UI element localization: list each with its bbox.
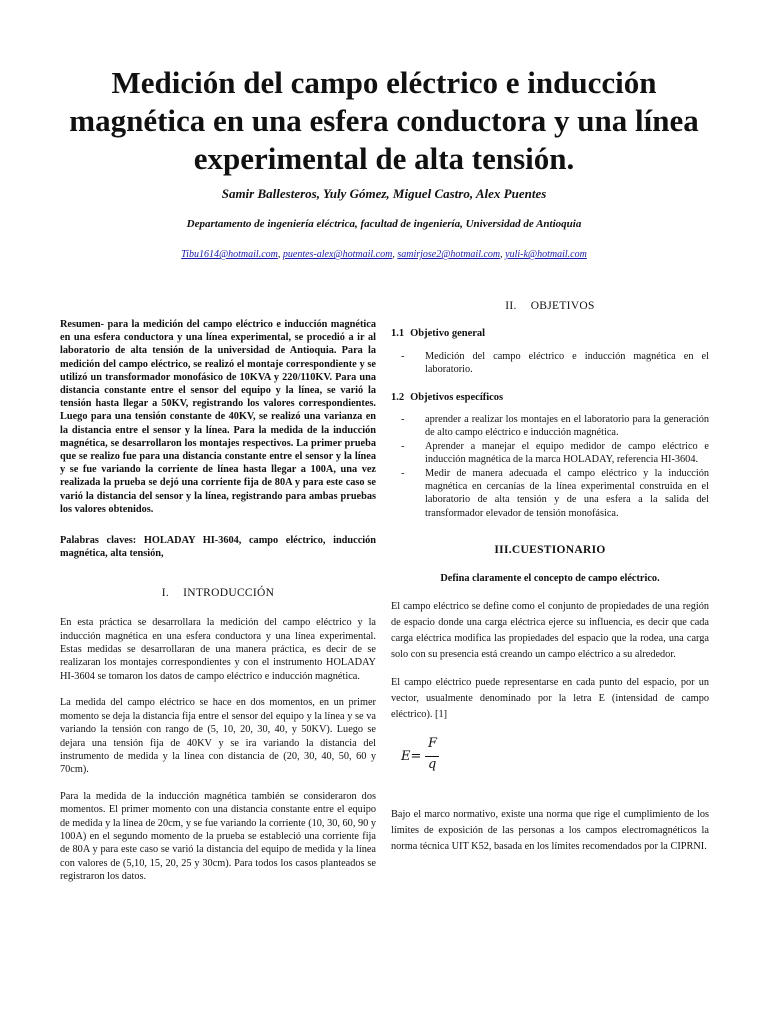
- electric-field-formula: [401, 737, 709, 781]
- email-link-3[interactable]: samirjose2@hotmail.com: [397, 249, 501, 260]
- abstract: Resumen- para la medición del campo eléctrico e inducción magnética en una esfera conductora y una línea experimental, se procedió a ir al laboratorio de alta tensión de la universidad de Antioquia. Para la medición del campo eléctrico, se realizó el montaje correspondiente y se utilizó un transformador monofásico de 10KVA y 220/110KV. Para una distancia constante entre el sensor del equipo y la línea, se varió la tensión hasta llegar a 50KV, registrando los valores correspondientes. Luego para una tensión constante de 40KV, se realizó una varianza en la distancia entre el sensor y la línea. Para la medida de la inducción magnética, se desarrollaron los montajes respectivos. La primer prueba que se realizo fue para una distancia constante entre el sensor y la línea y se fue variando la corriente de línea hasta llegar a 100A, una vez realizada la prueba se dejó una corriente fija de 80A y para este caso se varió la distancia del sensor y la línea, registrando para ambas pruebas los valores obtenidos.: [60, 319, 376, 515]
- email-separator: ,: [500, 249, 506, 260]
- intro-paragraph-3: Para la medida de la inducción magnética también se consideraron dos momentos. El primer momento con una distancia constante entre el equipo de medida y la línea de 20cm, y se fue variando la corriente (10, 30, 60, 90 y 100A) en el segundo momento de la prueba se estableció una corriente fija de 80A y para este caso se varió la distancia del equipo de medida y la línea con valores de (5,10, 15, 20, 25 y 30cm). Para todos los casos planteados se registraron los datos.: [60, 790, 376, 883]
- subsection-title: Objetivo general: [410, 328, 486, 340]
- question-text: Defina claramente el concepto de campo eléctrico.: [440, 572, 660, 584]
- section-title: OBJETIVOS: [530, 300, 595, 312]
- section-heading-introduccion: [60, 587, 376, 600]
- intro-paragraph-2: La medida del campo eléctrico se hace en dos momentos, en un primer momento se deja la distancia fija entre el sensor del equipo y la línea y se va variando la tensión con rango de (5, 10, 20, 30, 40, y 50KV). Luego se dejara una tensión fija de 40KV y se ira variando la distancia del instrumento de medida y la línea con distancia de (20, 30, 40, 50, 60 y 70cm).: [60, 697, 376, 776]
- email-link-4[interactable]: yuli-k@hotmail.com: [505, 249, 587, 260]
- cuestionario-paragraph-2: El campo eléctrico puede representarse en cada punto del espacio, por un vector, usualmente denominado por la letra E (intensidad de campo eléctrico). [1]: [391, 677, 709, 721]
- cuestionario-paragraph-1: El campo eléctrico se define como el conjunto de propiedades de una región de espacio donde una carga eléctrica ejerce su influencia, es decir que cada carga eléctrica modifica las propiedades del espacio que la rodea, una carga solo con su presencia está creando un campo eléctrico a su alrededor.: [391, 601, 709, 661]
- general-objectives-list: [391, 350, 709, 377]
- formula-lhs: E=: [401, 749, 422, 765]
- right-column: [391, 300, 709, 855]
- section-heading-objetivos: [391, 300, 709, 313]
- subsection-heading-especificos: [391, 391, 709, 404]
- intro-paragraph-1: En esta práctica se desarrollara la medición del campo eléctrico y la inducción magnética en una esfera conductora y una línea experimental. Estas medidas se desarrollaran de una manera práctica, es decir de se realizaran los montajes correspondientes y con el instrumento HOLADAY HI-3604 se tomaron los datos de campo eléctrico e inducción magnética.: [60, 617, 376, 682]
- specific-objectives-list: [391, 413, 709, 520]
- keywords: Palabras claves: HOLADAY HI-3604, campo eléctrico, inducción magnética, alta tensión,: [60, 535, 376, 560]
- list-item: - Medir de manera adecuada el campo eléctrico y la inducción magnética en cercanías de la línea experimental construida en el laboratorio de alta tensión y de una esfera a la salida del transformador elevador de tensión monofásica.: [391, 467, 709, 521]
- subsection-title: Objetivos específicos: [410, 391, 504, 403]
- email-list: [0, 249, 768, 260]
- formula-numerator: F: [428, 736, 438, 752]
- email-separator: ,: [392, 249, 398, 260]
- author-list: Samir Ballesteros, Yuly Gómez, Miguel Castro, Alex Puentes: [221, 186, 547, 201]
- list-item: - Medición del campo eléctrico e inducción magnética en el laboratorio.: [391, 350, 709, 377]
- formula-denominator: q: [428, 757, 437, 773]
- section-title: INTRODUCCIÓN: [183, 586, 275, 599]
- list-item: - aprender a realizar los montajes en el laboratorio para la generación de alto campo eléctrico e inducción magnética.: [391, 413, 709, 440]
- affiliation: Departamento de ingeniería eléctrica, facultad de ingeniería, Universidad de Antioquia: [186, 218, 582, 230]
- list-item: - Aprender a manejar el equipo medidor de campo eléctrico e inducción magnética de la marca HOLADAY, referencia HI-3604.: [391, 440, 709, 467]
- subsection-number: 1.1: [391, 328, 405, 340]
- section-number: I.: [161, 586, 170, 599]
- email-link-2[interactable]: puentes-alex@hotmail.com: [282, 249, 393, 260]
- section-number: II.: [505, 300, 517, 312]
- paper-title: Medición del campo eléctrico e inducción magnética en una esfera conductora y una línea experimental de alta tensión.: [69, 65, 699, 176]
- subsection-heading-general: [391, 327, 709, 340]
- email-separator: ,: [277, 249, 283, 260]
- left-column: [60, 318, 376, 884]
- section-heading-cuestionario: III.CUESTIONARIO: [494, 544, 606, 557]
- email-link-1[interactable]: Tibu1614@hotmail.com: [181, 249, 278, 260]
- cuestionario-paragraph-3: Bajo el marco normativo, existe una norma que rige el cumplimiento de los límites de exposición de las personas a los campos electromagnéticos la norma técnica UIT K52, basada en los límites recomendados por la CIPRNI.: [391, 809, 709, 853]
- subsection-number: 1.2: [391, 391, 405, 403]
